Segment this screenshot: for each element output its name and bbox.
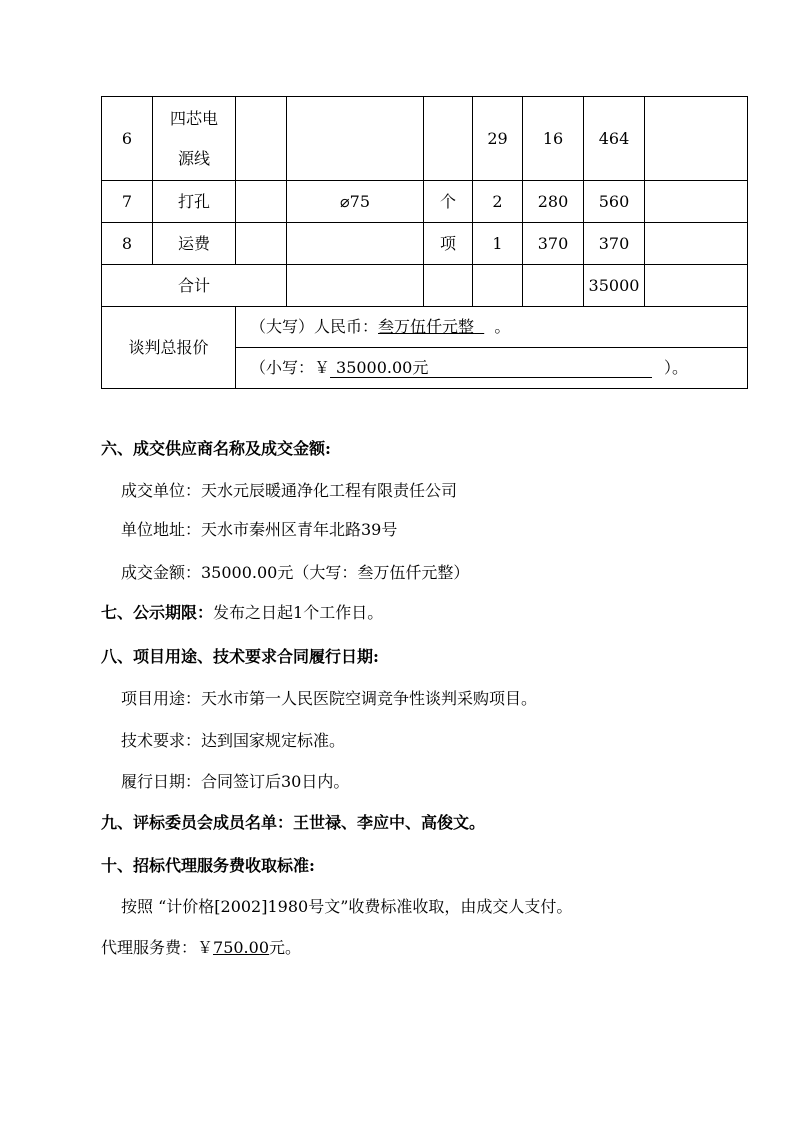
sum-label: 合计 <box>102 265 287 307</box>
quote-upper-suffix: 。 <box>494 317 511 336</box>
item-spec <box>236 223 287 265</box>
section-7 <box>101 600 383 623</box>
quote-row-upper <box>102 307 748 348</box>
item-note <box>645 181 748 223</box>
section-7-text: 发布之日起1个工作日。 <box>213 603 384 622</box>
item-name-line: 源线 <box>177 148 210 168</box>
quote-lower-suffix: ）。 <box>664 358 689 377</box>
quote-lower-underline <box>330 359 652 378</box>
quote-upper-suffix <box>484 317 494 336</box>
item-model: ⌀75 <box>287 181 424 223</box>
deal-amount-line: 成交金额：35000.00元（大写：叁万伍仟元整） <box>121 563 470 582</box>
section-10-heading: 十、招标代理服务费收取标准: <box>101 856 315 875</box>
quote-lower-line <box>236 348 748 389</box>
table-row <box>102 223 748 265</box>
item-model <box>287 223 424 265</box>
item-price: 370 <box>523 223 584 265</box>
quote-lower-prefix: （小写：￥ <box>250 358 331 377</box>
total-quote-label: 谈判总报价 <box>102 307 236 389</box>
item-unit: 项 <box>424 223 473 265</box>
item-model <box>287 97 424 181</box>
section-9-heading: 九、评标委员会成员名单：王世禄、李应中、高俊文。 <box>101 813 486 832</box>
section-8-heading: 八、项目用途、技术要求合同履行日期: <box>101 647 379 666</box>
item-name <box>153 97 236 181</box>
sum-empty-cell <box>523 265 584 307</box>
project-purpose-line: 项目用途：天水市第一人民医院空调竞争性谈判采购项目。 <box>121 689 538 708</box>
sum-empty-cell <box>473 265 523 307</box>
sum-empty-cell <box>424 265 473 307</box>
item-unit <box>424 97 473 181</box>
item-unit: 个 <box>424 181 473 223</box>
section-6-heading: 六、成交供应商名称及成交金额: <box>101 439 331 458</box>
section-7-heading: 七、公示期限： <box>101 603 214 622</box>
sum-empty-cell <box>287 265 424 307</box>
quote-upper-gap <box>474 317 484 336</box>
table-row <box>102 97 748 181</box>
item-total: 370 <box>584 223 645 265</box>
quote-upper-prefix: （大写）人民币： <box>250 317 379 336</box>
item-note <box>645 97 748 181</box>
sum-row <box>102 265 748 307</box>
row-number: 8 <box>102 223 153 265</box>
item-qty: 29 <box>473 97 523 181</box>
item-qty: 2 <box>473 181 523 223</box>
item-name: 运费 <box>153 223 236 265</box>
agency-fee-suffix: 元。 <box>269 938 302 957</box>
row-number: 6 <box>102 97 153 181</box>
item-price: 280 <box>523 181 584 223</box>
quote-upper-value: 叁万伍仟元整 <box>378 317 475 336</box>
table-row <box>102 181 748 223</box>
row-number: 7 <box>102 181 153 223</box>
unit-address-line: 单位地址：天水市秦州区青年北路39号 <box>121 520 398 539</box>
tech-requirement-line: 技术要求：达到国家规定标准。 <box>121 731 346 750</box>
item-price: 16 <box>523 97 584 181</box>
item-total: 560 <box>584 181 645 223</box>
item-spec <box>236 181 287 223</box>
fee-standard-line: 按照 “计价格[2002]1980号文”收费标准收取，由成交人支付。 <box>121 897 573 916</box>
quote-lower-value: 35000.00元 <box>336 358 429 377</box>
item-note <box>645 223 748 265</box>
sum-empty-cell <box>645 265 748 307</box>
agency-fee-prefix: 代理服务费：￥ <box>101 938 214 957</box>
performance-date-line: 履行日期：合同签订后30日内。 <box>121 772 350 791</box>
agency-fee-line <box>101 935 301 958</box>
item-total: 464 <box>584 97 645 181</box>
item-name: 打孔 <box>153 181 236 223</box>
agency-fee-value: 750.00 <box>213 938 269 957</box>
item-qty: 1 <box>473 223 523 265</box>
item-spec <box>236 97 287 181</box>
item-name-line: 四芯电 <box>169 108 218 128</box>
winning-unit-line: 成交单位：天水元辰暖通净化工程有限责任公司 <box>121 481 458 500</box>
quote-table <box>101 96 748 389</box>
sum-value: 35000 <box>584 265 645 307</box>
quote-upper-line <box>236 307 748 348</box>
